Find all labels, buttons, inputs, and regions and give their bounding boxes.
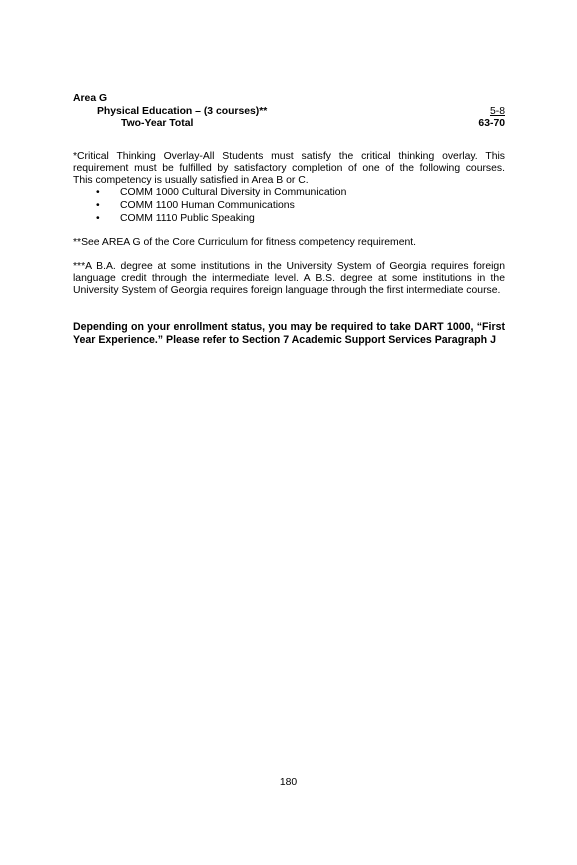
critical-thinking-line-2: requirement must be fulfilled by satisfactory completion of one of the following courses. bbox=[73, 163, 505, 174]
course-label: COMM 1100 Human Communications bbox=[120, 200, 295, 211]
list-item bbox=[73, 213, 346, 226]
physical-education-label: Physical Education – (3 courses)** bbox=[97, 106, 268, 117]
physical-education-credits bbox=[480, 106, 505, 118]
course-label: COMM 1000 Cultural Diversity in Communication bbox=[120, 187, 347, 198]
credits-underline-lead bbox=[480, 106, 490, 117]
area-heading: Area G bbox=[73, 93, 108, 104]
bullet-icon: • bbox=[96, 200, 100, 211]
critical-thinking-course-list bbox=[73, 187, 346, 226]
critical-thinking-line-1: *Critical Thinking Overlay-All Students must satisfy the critical thinking overlay. This bbox=[73, 151, 505, 162]
two-year-total-credits: 63-70 bbox=[478, 118, 505, 129]
critical-thinking-line-3: This competency is usually satisfied in Area B or C. bbox=[73, 175, 309, 186]
course-label: COMM 1110 Public Speaking bbox=[120, 213, 255, 224]
foreign-language-note: ***A B.A. degree at some institutions in the University System of Georgia requires foreign language credit through the intermediate level. A B.S. degree at some institutions in the University System of Georgia requires foreign language through the first intermediate course. bbox=[73, 261, 505, 296]
bullet-icon: • bbox=[96, 187, 100, 198]
two-year-total-label: Two-Year Total bbox=[121, 118, 194, 129]
physical-education-credits-value: 5-8 bbox=[489, 106, 505, 117]
bullet-icon: • bbox=[96, 213, 100, 224]
fitness-note: **See AREA G of the Core Curriculum for fitness competency requirement. bbox=[73, 237, 417, 248]
critical-thinking-paragraph bbox=[73, 151, 505, 187]
enrollment-note: Depending on your enrollment status, you may be required to take DART 1000, “First Year Experience.” Please refer to Section 7 Academic Support Services Paragraph J bbox=[73, 321, 505, 346]
list-item bbox=[73, 187, 346, 200]
page-number: 180 bbox=[279, 777, 298, 788]
list-item bbox=[73, 200, 346, 213]
